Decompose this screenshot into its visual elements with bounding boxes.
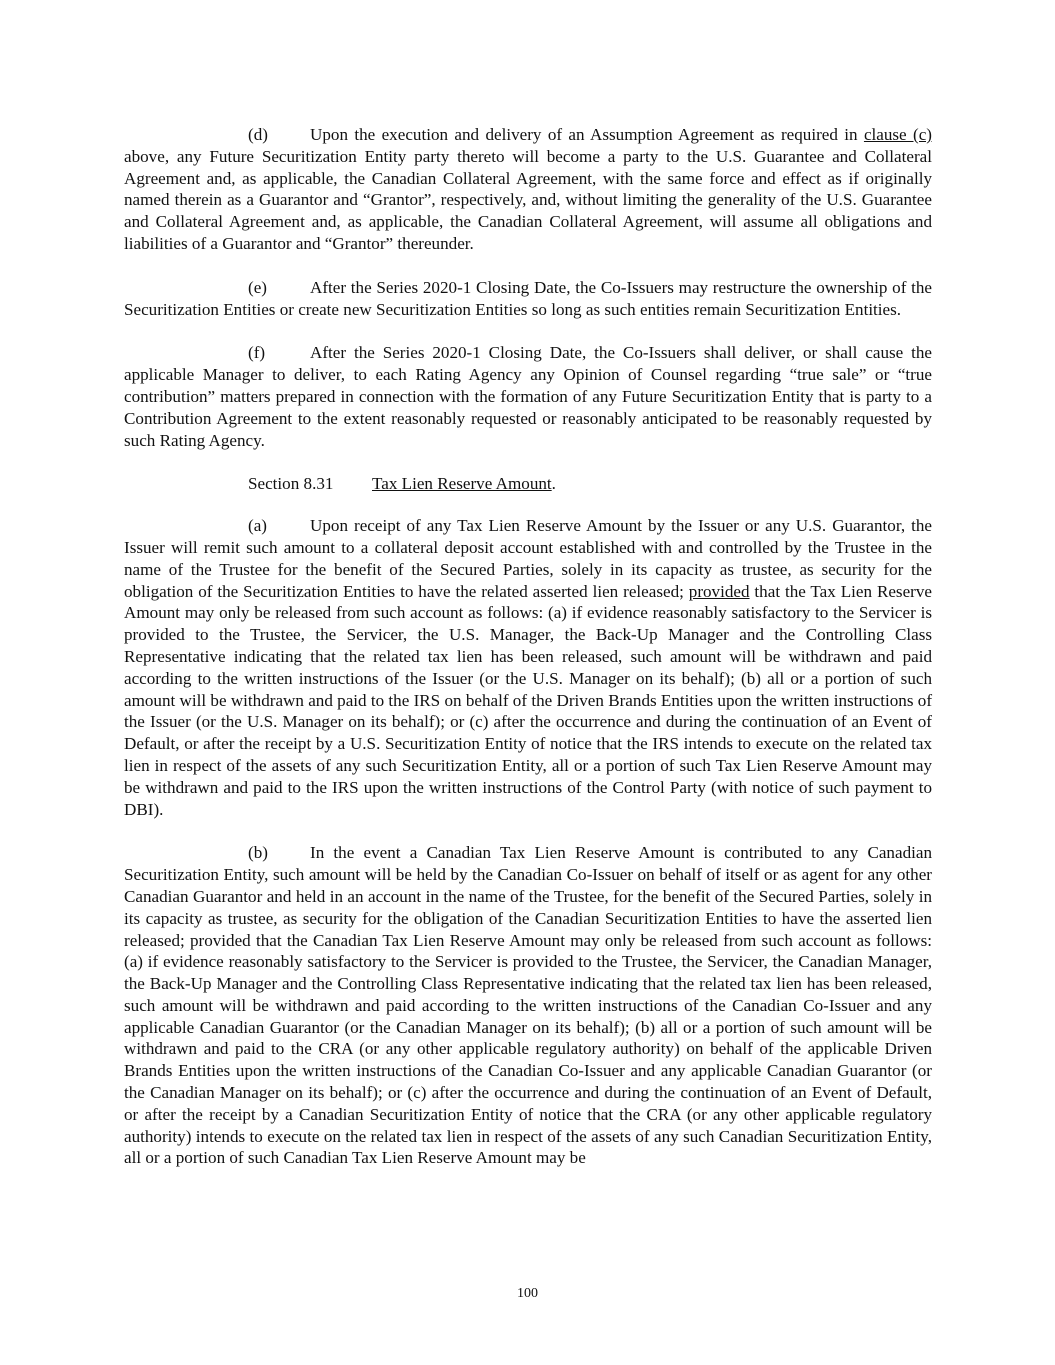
section-paragraph-b-text: In the event a Canadian Tax Lien Reserve Amount is contributed to any Canadian Securitization Entity, such amount will be held by the Canadian Co-Issuer on behalf of itself or as agent for any other Canadian Guarantor and held in an account in the name of the Trustee, for the benefit of the Secured Parties, solely in its capacity as trustee, as security for the obligation of the Canadian Securitization Entities to have the asserted lien released; provided that the Canadian Tax Lien Reserve Amount may only be released from such account as follows: (a) if evidence reasonably satisfactory to the Servicer is provided to the Trustee, the Servicer, the Canadian Manager, the Back-Up Manager and the Controlling Class Representative indicating that the related tax lien has been released, such amount will be withdrawn and paid according to the written instructions of the Canadian Co-Issuer and any applicable Canadian Guarantor (or the Canadian Manager on its behalf); (b) all or a portion of such amount will be withdrawn and paid to the CRA (or any other applicable regulatory authority) on behalf of the applicable Driven Brands Entities upon the written instructions of the Canadian Co-Issuer and any applicable Canadian Guarantor (or the Canadian Manager on its behalf); or (c) after the occurrence and during the continuation of an Event of Default, or after the receipt by a Canadian Securitization Entity of notice that the CRA (or any other applicable regulatory authority) intends to execute on the related tax lien in respect of the assets of any such Canadian Securitization Entity, all or a portion of such Canadian Tax Lien Reserve Amount may be <box>124 843 932 1168</box>
section-number: Section 8.31 <box>248 474 334 494</box>
section-title: Tax Lien Reserve Amount <box>372 474 552 494</box>
paragraph-d <box>124 124 932 255</box>
section-paragraph-b <box>124 842 932 1169</box>
paragraph-label-d: (d) <box>248 125 268 144</box>
section-paragraph-label-a: (a) <box>248 516 267 536</box>
page-number: 100 <box>517 1286 538 1301</box>
paragraph-e-text: After the Series 2020-1 Closing Date, the Co-Issuers may restructure the ownership of the Securitization Entities or create new Securitization Entities so long as such entities remain Securitization Entities. <box>124 277 932 319</box>
paragraph-f-text: After the Series 2020-1 Closing Date, the Co-Issuers shall deliver, or shall cause the applicable Manager to deliver, to each Rating Agency any Opinion of Counsel regarding “true sale” or “true contribution” matters prepared in connection with the formation of any Future Securitization Entity that is party to a Contribution Agreement to the extent reasonably requested or reasonably anticipated to be reasonably requested by such Rating Agency. <box>124 343 932 450</box>
paragraph-label-f: (f) <box>248 343 266 363</box>
section-paragraph-label-b: (b) <box>248 843 268 863</box>
paragraph-label-e: (e) <box>248 277 267 297</box>
section-title-period: . <box>551 474 556 494</box>
paragraph-d-text-start: Upon the execution and delivery of an Assumption Agreement as required in <box>310 125 864 144</box>
section-paragraph-a-text-end: that the Tax Lien Reserve Amount may only be released from such account as follows: (a) if evidence reasonably satisfactory to the Servicer is provided to the Trustee, the Servicer, the U.S. Manager, the Back-Up Manager and the Controlling Class Representative indicating that the related tax lien has been released, such amount will be withdrawn and paid according to the written instructions of the Issuer (or the U.S. Manager on its behalf); (b) all or a portion of such amount will be withdrawn and paid to the IRS on behalf of the Driven Brands Entities upon the written instructions of the Issuer (or the U.S. Manager on its behalf); or (c) after the occurrence and during the continuation of an Event of Default, or after the receipt by a U.S. Securitization Entity of notice that the IRS intends to execute on the related tax lien in respect of the assets of any such Securitization Entity, all or a portion of such Tax Lien Reserve Amount may be withdrawn and paid to the IRS upon the written instructions of the Control Party (with notice of such payment to DBI). <box>124 581 933 819</box>
paragraph-f <box>124 342 932 451</box>
document-body <box>124 124 932 1191</box>
paragraph-e <box>124 277 932 321</box>
section-paragraph-a-text-start: Upon receipt of any Tax Lien Reserve Amount by the Issuer or any U.S. Guarantor, the Issuer will remit such amount to a collateral deposit account established with and controlled by the Trustee in the name of the Trustee for the benefit of the Secured Parties, solely in its capacity as trustee, as security for the obligation of the Securitization Entities to have the related asserted lien released; <box>124 516 932 601</box>
provided-term: provided <box>688 581 750 601</box>
paragraph-d-text-end: above, any Future Securitization Entity party thereto will become a party to the U.S. Guarantee and Collateral Agreement and, as applicable, the Canadian Collateral Agreement, with the same force and effect as if originally named therein as a Guarantor and “Grantor”, respectively, and, without limiting the generality of the U.S. Guarantee and Collateral Agreement and, as applicable, the Canadian Collateral Agreement, will assume all obligations and liabilities of a Guarantor and “Grantor” thereunder. <box>124 146 932 253</box>
section-paragraph-a <box>124 515 932 820</box>
section-heading <box>124 473 932 495</box>
clause-c-reference: clause (c) <box>863 125 932 144</box>
